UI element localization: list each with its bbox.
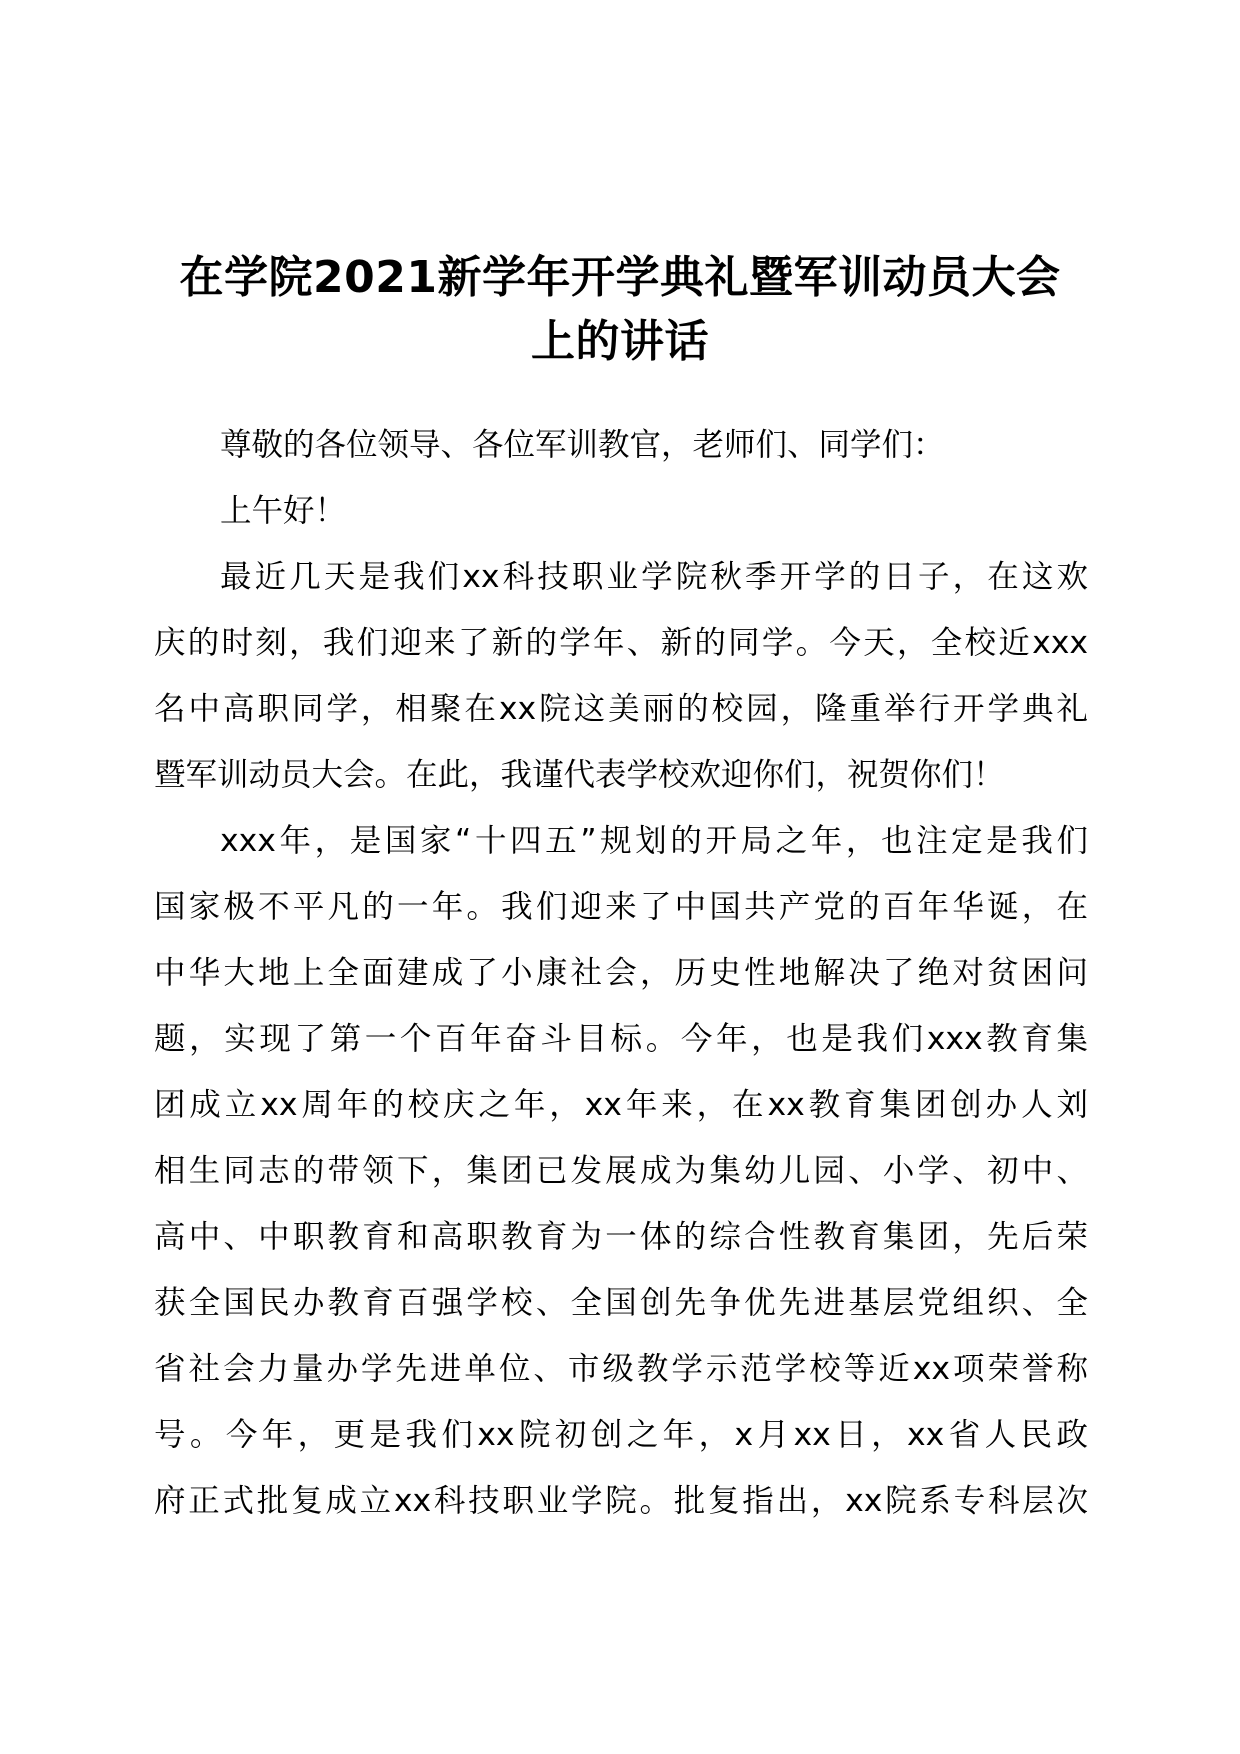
text-line: 团成立xx周年的校庆之年，xx年来，在xx教育集团创办人刘 [154, 1087, 1088, 1123]
text-line: 国家极不平凡的一年。我们迎来了中国共产党的百年华诞，在 [154, 889, 1088, 925]
document-body [154, 412, 1088, 1534]
text-line: 高中、中职教育和高职教育为一体的综合性教育集团，先后荣 [154, 1219, 1088, 1255]
text-line: 题，实现了第一个百年奋斗目标。今年，也是我们xxx教育集 [154, 1021, 1088, 1057]
text-line: 名中高职同学，相聚在xx院这美丽的校园，隆重举行开学典礼 [154, 691, 1088, 727]
document-title [150, 246, 1090, 374]
title-line-2: 上的讲话 [531, 316, 709, 367]
text-line: 获全国民办教育百强学校、全国创先争优先进基层党组织、全 [154, 1285, 1088, 1321]
text-line: 省社会力量办学先进单位、市级教学示范学校等近xx项荣誉称 [154, 1351, 1088, 1387]
text-line: 庆的时刻，我们迎来了新的学年、新的同学。今天，全校近xxx [154, 625, 1088, 661]
text-line: 府正式批复成立xx科技职业学院。批复指出，xx院系专科层次 [154, 1483, 1088, 1519]
text-line: 相生同志的带领下，集团已发展成为集幼儿园、小学、初中、 [154, 1153, 1088, 1189]
text-line: 号。今年，更是我们xx院初创之年，x月xx日，xx省人民政 [154, 1417, 1088, 1453]
text-line: 最近几天是我们xx科技职业学院秋季开学的日子，在这欢 [220, 559, 1088, 595]
text-line: xxx年，是国家“十四五”规划的开局之年，也注定是我们 [220, 823, 1088, 859]
text-line: 中华大地上全面建成了小康社会，历史性地解决了绝对贫困问 [154, 955, 1088, 991]
text-line: 尊敬的各位领导、各位军训教官，老师们、同学们： [220, 427, 945, 463]
title-line-1: 在学院2021新学年开学典礼暨军训动员大会 [179, 252, 1061, 303]
text-line: 上午好！ [220, 493, 347, 529]
text-line: 暨军训动员大会。在此，我谨代表学校欢迎你们，祝贺你们！ [154, 757, 1005, 793]
